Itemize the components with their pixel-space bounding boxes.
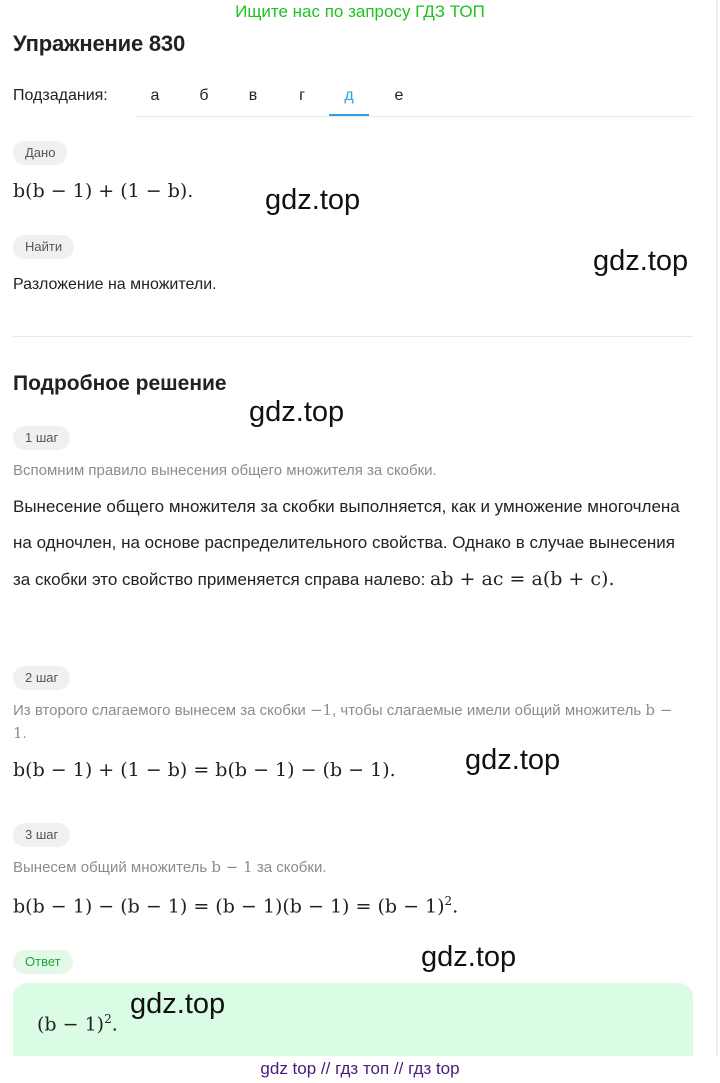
tab-a[interactable]: а <box>150 87 160 104</box>
step2-hint-math1: −1 <box>309 701 333 719</box>
step2-hint-math2: b − 1 <box>13 701 673 742</box>
page-edge-divider <box>716 0 718 1083</box>
step1-text <box>13 489 685 598</box>
find-text: Разложение на множители. <box>13 276 217 293</box>
step2-hint-before: Из второго слагаемого вынесем за скобки <box>13 702 310 719</box>
watermark: gdz.top <box>421 941 517 973</box>
tab-e[interactable]: е <box>394 87 404 104</box>
tab-b[interactable]: б <box>199 87 209 104</box>
step3-expr-sup: 2 <box>444 894 453 908</box>
step2-badge: 2 шаг <box>13 666 70 690</box>
step2-hint-after: . <box>22 725 27 742</box>
promo-banner[interactable]: Ищите нас по запросу ГДЗ ТОП <box>235 2 485 21</box>
watermark: gdz.top <box>465 744 561 776</box>
answer-expr-main: (b − 1) <box>37 1013 105 1036</box>
subtasks-label: Подзадания: <box>13 87 108 104</box>
given-expression: b(b − 1) + (1 − b). <box>13 180 194 202</box>
page-title: Упражнение 830 <box>13 31 185 56</box>
subtasks-tabs <box>135 84 693 117</box>
step2-hint <box>13 699 673 745</box>
answer-expression <box>37 1012 118 1035</box>
tab-d[interactable]: д <box>329 84 369 116</box>
subtasks-nav <box>13 84 693 116</box>
given-badge: Дано <box>13 141 67 165</box>
answer-expr-end: . <box>111 1013 118 1036</box>
step3-hint-math: b − 1 <box>211 858 253 876</box>
tab-v[interactable]: в <box>248 87 258 104</box>
answer-badge: Ответ <box>13 950 73 974</box>
step3-expr-main: b(b − 1) − (b − 1) = (b − 1)(b − 1) = (b − 1) <box>13 895 445 918</box>
step3-hint <box>13 856 326 879</box>
watermark: gdz.top <box>265 184 361 216</box>
step2-expression: b(b − 1) + (1 − b) = b(b − 1) − (b − 1). <box>13 759 396 781</box>
solution-heading: Подробное решение <box>13 372 227 395</box>
step3-expr-end: . <box>452 895 459 918</box>
answer-expr-sup: 2 <box>104 1012 112 1026</box>
find-badge: Найти <box>13 235 74 259</box>
watermark: gdz.top <box>593 245 689 277</box>
section-divider <box>13 336 693 337</box>
step1-hint: Вспомним правило вынесения общего множителя за скобки. <box>13 462 437 479</box>
step3-hint-before: Вынесем общий множитель <box>13 859 212 876</box>
step3-expression <box>13 894 458 917</box>
watermark: gdz.top <box>130 988 226 1020</box>
step3-badge: 3 шаг <box>13 823 70 847</box>
footer-links[interactable]: gdz top // гдз топ // гдз top <box>0 1056 720 1083</box>
step1-badge: 1 шаг <box>13 426 70 450</box>
step1-paragraph: Вынесение общего множителя за скобки выполняется, как и умножение многочлена на одночлен, на основе распределительного свойства. Однако в случае вынесения за скобки это свойство применяется справа налево: <box>13 497 680 589</box>
tab-g[interactable]: г <box>299 87 305 104</box>
step1-formula: ab + ac = a(b + c). <box>430 568 615 590</box>
watermark: gdz.top <box>249 396 345 428</box>
step3-hint-after: за скобки. <box>252 859 327 876</box>
step2-hint-middle: , чтобы слагаемые имели общий множитель <box>332 702 646 719</box>
